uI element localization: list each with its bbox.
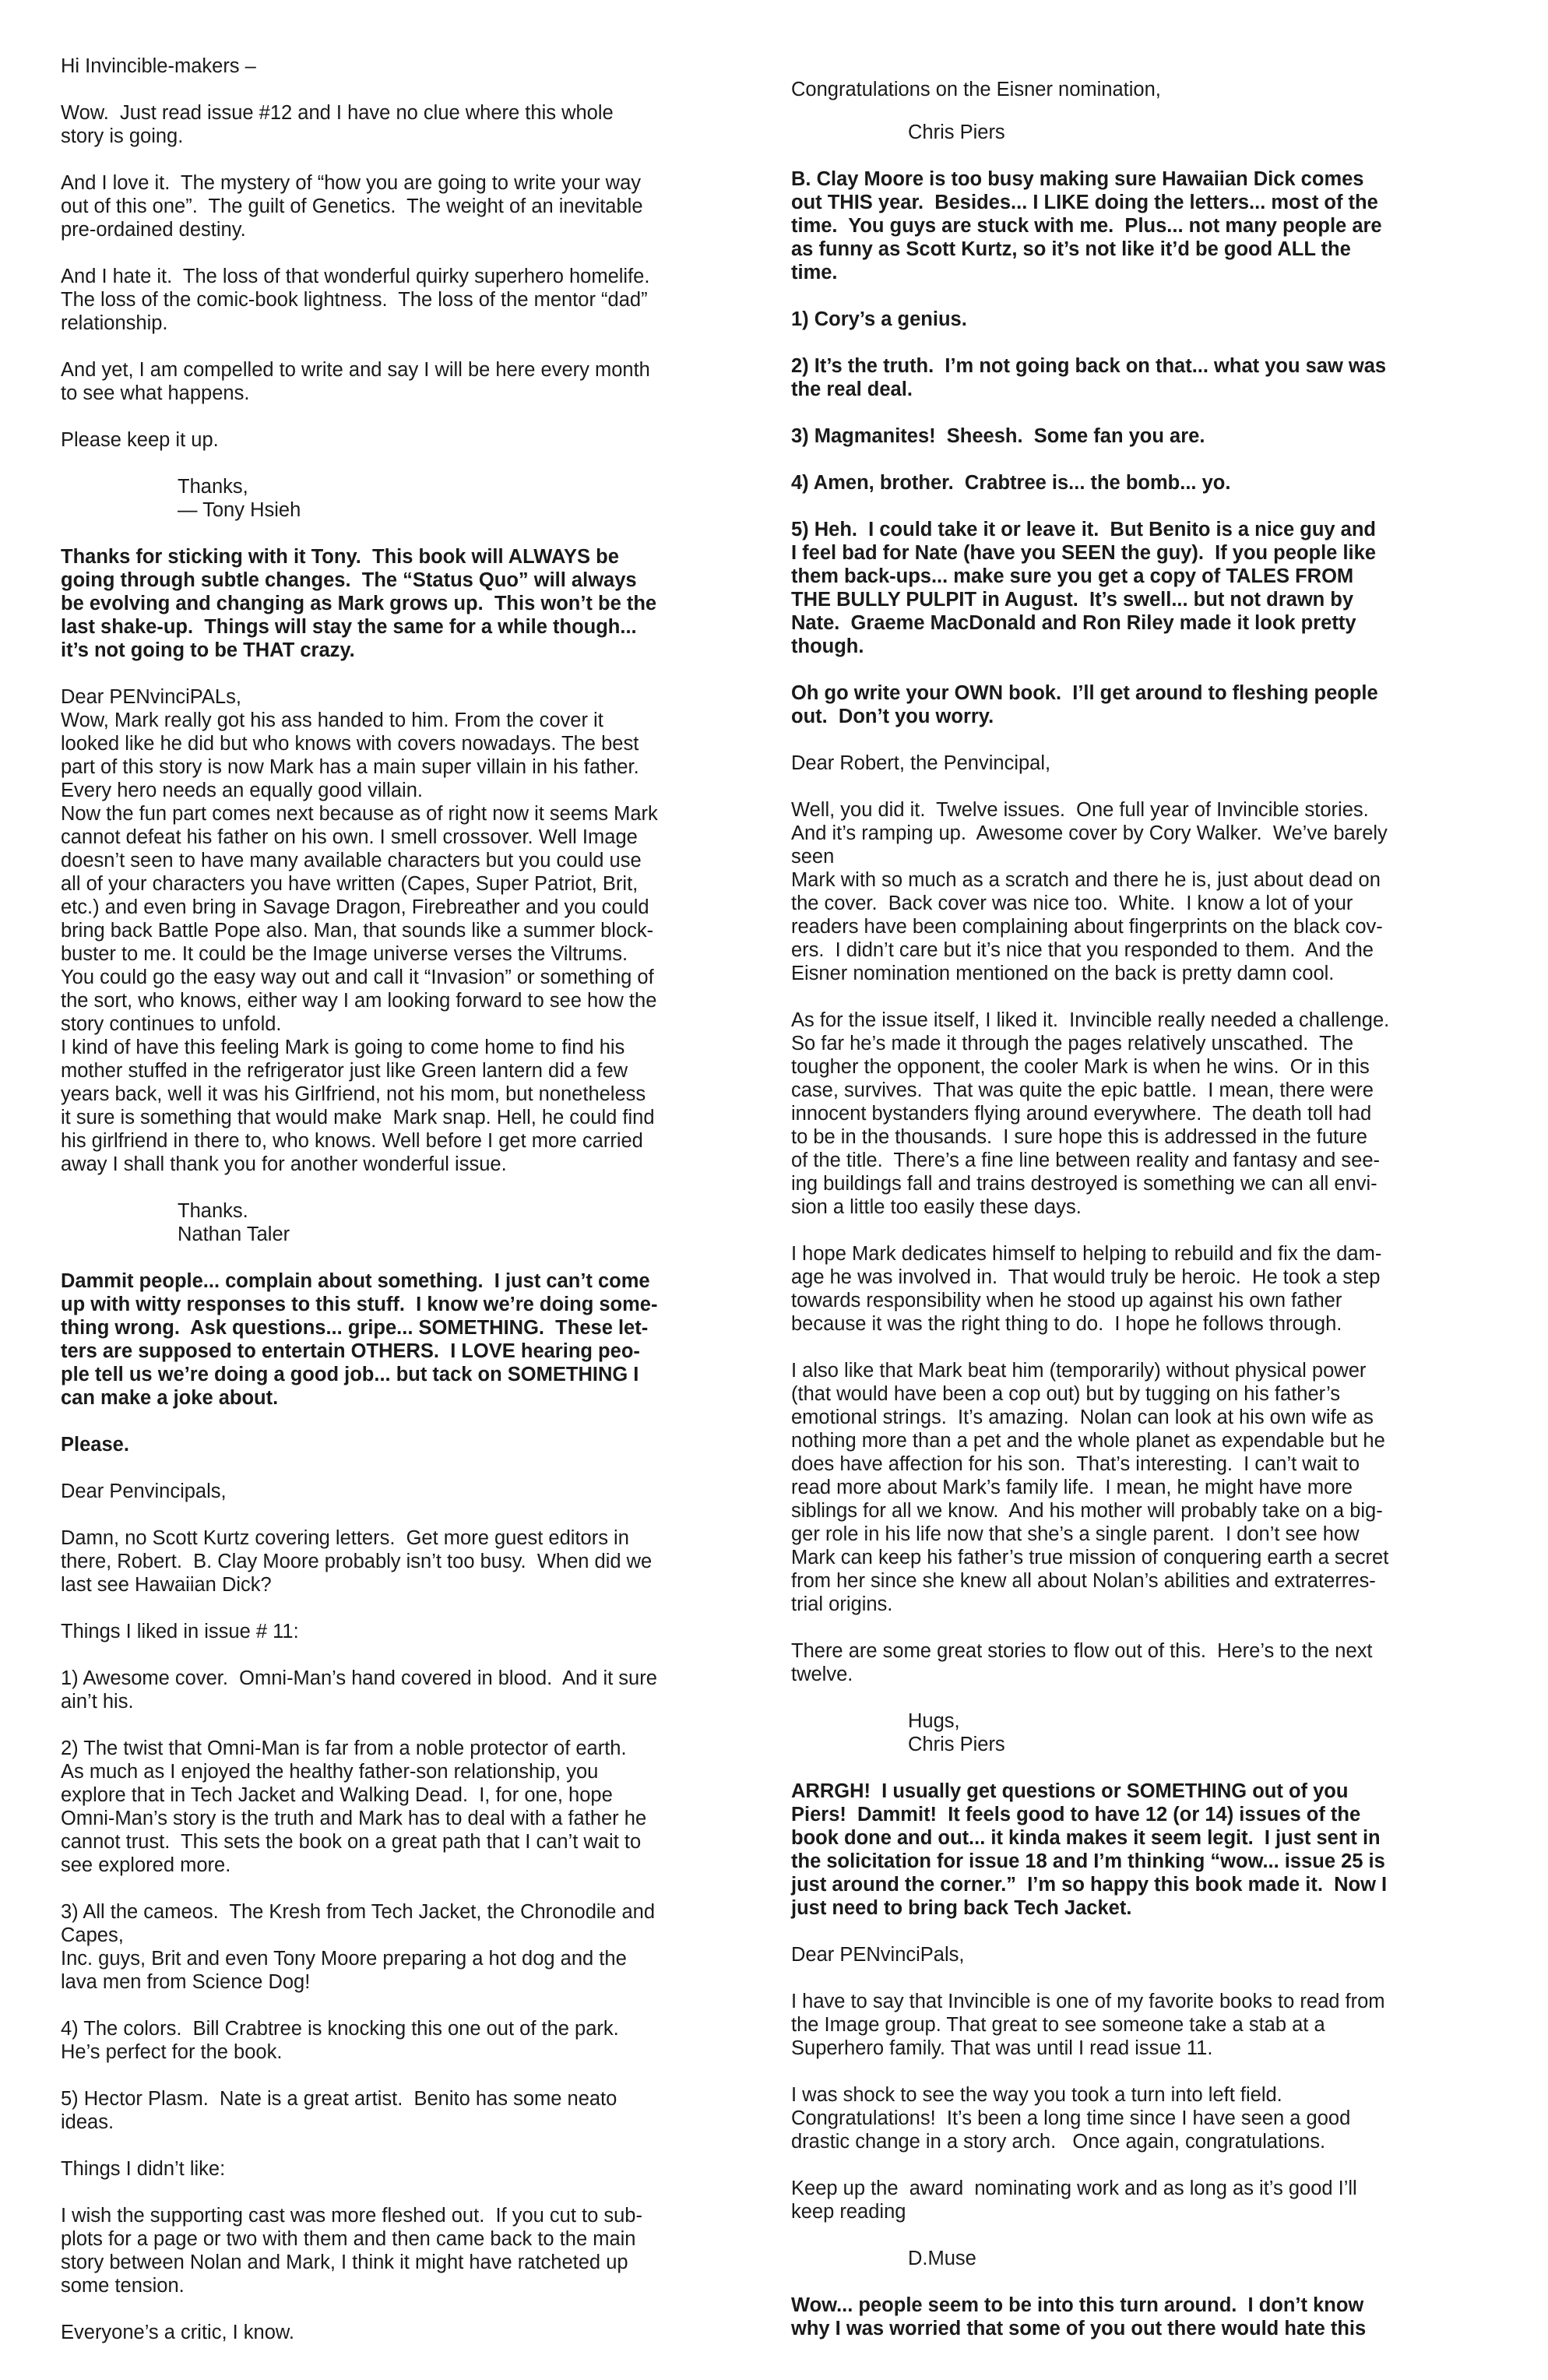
letter-paragraph: Dear PENvinciPALs, Wow, Mark really got his ass handed to him. From the cover it looked like he did but who knows with covers nowadays. The best part of this story is now Mark has a main super villain in his father. Every hero needs an equally good villain. Now the fun part comes next because as of right now it seems Mark cannot defeat his father on his own. I smell crossover. Well Image doesn’t seen to have many available characters but you could use all of your characters you have written (Capes, Super Patriot, Brit, etc.) and even bring in Savage Dragon, Firebreather and you could bring back Battle Pope also. Man, that sounds like a summer block- buster to me. It could be the Image universe verses the Viltrums. You could go the easy way out and call it “Invasion” or something of the sort, who knows, either way I am looking forward to see how the story continues to unfold. I kind of have this feeling Mark is going to come home to find his mother stuffed in the refrigerator just like Green lantern did a few years back, well it was his Girlfriend, not his mom, but nonetheless it sure is something that would make Mark snap. Hell, he could find his girlfriend in there to, who knows. Well before I get more carried away I shall thank you for another wonderful issue.: [61, 686, 658, 1175]
letter-paragraph: Dear PENvinciPals,: [791, 1944, 965, 1966]
letter-paragraph: And yet, I am compelled to write and say I will be here every month to see what happens.: [61, 359, 650, 404]
letter-paragraph: And I love it. The mystery of “how you are going to write your way out of this one”. The guilt of Genetics. The weight of an inevitable pre-ordained destiny.: [61, 172, 643, 241]
editor-reply: 5) Heh. I could take it or leave it. But Benito is a nice guy and I feel bad for Nate (have you SEEN the guy). If you people like them back-ups... make sure you get a copy of TALES FROM THE BULLY PULPIT in August. It’s swell... but not drawn by Nate. Graeme MacDonald and Ron Riley made it look pretty though.: [791, 519, 1376, 657]
letter-paragraph: And I hate it. The loss of that wonderful quirky superhero homelife. The loss of the comic-book lightness. The loss of the mentor “dad” relationship.: [61, 266, 650, 334]
letter-paragraph: Hi Invincible-makers –: [61, 55, 256, 77]
editor-reply: 3) Magmanites! Sheesh. Some fan you are.: [791, 425, 1205, 447]
letter-paragraph: 2) The twist that Omni-Man is far from a noble protector of earth. As much as I enjoyed the healthy father-son relationship, you explore that in Tech Jacket and Walking Dead. I, for one, hope Omni-Man’s story is the truth and Mark has to deal with a father he cannot trust. This sets the book on a great path that I can’t wait to see explored more.: [61, 1737, 647, 1876]
editor-reply: 2) It’s the truth. I’m not going back on that... what you saw was the real deal.: [791, 355, 1387, 400]
letter-paragraph: Keep up the award nominating work and as long as it’s good I’ll keep reading: [791, 2178, 1357, 2223]
letter-paragraph: 4) The colors. Bill Crabtree is knocking this one out of the park. He’s perfect for the book.: [61, 2018, 619, 2063]
letter-paragraph: As for the issue itself, I liked it. Invincible really needed a challenge. So far he’s made it through the pages relatively unscathed. The tougher the opponent, the cooler Mark is when he wins. Or in this case, survives. That was quite the epic battle. I mean, there were innocent bystanders flying around everywhere. The death toll had to be in the thousands. I sure hope this is addressed in the future of the title. There’s a fine line between reality and fantasy and see- ing buildings fall and trains destroyed is something we can all envi- sion a little too easily these days.: [791, 1009, 1390, 1218]
editor-reply: Oh go write your OWN book. I’ll get around to fleshing people out. Don’t you worry.: [791, 682, 1378, 727]
letter-paragraph: I wish the supporting cast was more fleshed out. If you cut to sub- plots for a page or two with them and then came back to the main story between Nolan and Mark, I think it might have ratcheted up some tension.: [61, 2205, 642, 2297]
editor-reply: Please.: [61, 1434, 129, 1456]
letter-paragraph: Please keep it up.: [61, 429, 219, 451]
letter-paragraph: I hope Mark dedicates himself to helping to rebuild and fix the dam- age he was involved in. That would truly be heroic. He took a step towards responsibility when he stood up against his own father because it was the right thing to do. I hope he follows through.: [791, 1243, 1382, 1335]
letter-paragraph: Congratulations on the Eisner nomination,: [791, 79, 1161, 100]
editor-reply: Wow... people seem to be into this turn around. I don’t know why I was worried that some of you out there would hate this: [791, 2294, 1367, 2340]
editor-reply: Thanks for sticking with it Tony. This book will ALWAYS be going through subtle changes. The “Status Quo” will always be evolving and changing as Mark grows up. This won’t be the last shake-up. Things will stay the same for a while though... it’s not going to be THAT crazy.: [61, 546, 657, 661]
letter-paragraph: 3) All the cameos. The Kresh from Tech Jacket, the Chronodile and Capes, Inc. guys, Brit and even Tony Moore preparing a hot dog and the lava men from Science Dog!: [61, 1901, 656, 1993]
letter-paragraph: I have to say that Invincible is one of my favorite books to read from the Image group. That great to see someone take a stab at a Superhero family. That was until I read issue 11.: [791, 1991, 1385, 2059]
letter-paragraph: Things I liked in issue # 11:: [61, 1621, 299, 1642]
letter-paragraph: 5) Hector Plasm. Nate is a great artist. Benito has some neato ideas.: [61, 2088, 617, 2133]
letter-paragraph: Well, you did it. Twelve issues. One full year of Invincible stories. And it’s ramping up. Awesome cover by Cory Walker. We’ve barely seen Mark with so much as a scratch and there he is, just about dead on the cover. Back cover was nice too. White. I know a lot of your readers have been complaining about fingerprints on the black cov- ers. I didn’t care but it’s nice that you responded to them. And the Eisner nomination mentioned on the back is pretty damn cool.: [791, 799, 1388, 984]
letter-signature: Chris Piers: [908, 121, 1005, 143]
editor-reply: ARRGH! I usually get questions or SOMETHING out of you Piers! Dammit! It feels good to have 12 (or 14) issues of the book done and out... it kinda makes it seem legit. I just sent in the solicitation for issue 18 and I’m thinking “wow... issue 25 is just around the corner.” I’m so happy this book made it. Now I just need to bring back Tech Jacket.: [791, 1780, 1388, 1919]
letter-signature: Thanks. Nathan Taler: [178, 1200, 290, 1245]
letter-paragraph: Damn, no Scott Kurtz covering letters. Get more guest editors in there, Robert. B. Clay Moore probably isn’t too busy. When did we last see Hawaiian Dick?: [61, 1527, 653, 1596]
letter-paragraph: I was shock to see the way you took a turn into left field. Congratulations! It’s been a long time since I have seen a good drastic change in a story arch. Once again, congratulations.: [791, 2084, 1351, 2153]
editor-reply: Dammit people... complain about something. I just can’t come up with witty responses to this stuff. I know we’re doing some- thing wrong. Ask questions... gripe... SOMETHING. These let- ters are supposed to entertain OTHERS. I LOVE hearing peo- ple tell us we’re doing a good job... but tack on SOMETHING I can make a joke about.: [61, 1270, 658, 1409]
letter-paragraph: Dear Penvincipals,: [61, 1480, 227, 1502]
editor-reply: 1) Cory’s a genius.: [791, 308, 967, 330]
letter-paragraph: 1) Awesome cover. Omni-Man’s hand covered in blood. And it sure ain’t his.: [61, 1667, 657, 1713]
letter-paragraph: I also like that Mark beat him (temporarily) without physical power (that would have been a cop out) but by tugging on his father’s emotional strings. It’s amazing. Nolan can look at his own wife as nothing more than a pet and the whole planet as expendable but he does have affection for his son. That’s interesting. I can’t wait to read more about Mark’s family life. I mean, he might have more siblings for all we know. And his mother will probably take on a big- ger role in his life now that she’s a single parent. I don’t see how Mark can keep his father’s true mission of conquering earth a secret from her since she knew all about Nolan’s abilities and extraterres- trial origins.: [791, 1360, 1389, 1615]
letter-signature: Thanks, — Tony Hsieh: [178, 476, 301, 521]
right-column: [791, 78, 1498, 2364]
editor-reply: B. Clay Moore is too busy making sure Hawaiian Dick comes out THIS year. Besides... I LIKE doing the letters... most of the time. You guys are stuck with me. Plus... not many people are as funny as Scott Kurtz, so it’s not like it’d be good ALL the time.: [791, 168, 1382, 283]
letter-paragraph: There are some great stories to flow out of this. Here’s to the next twelve.: [791, 1640, 1373, 1685]
editor-reply: 4) Amen, brother. Crabtree is... the bomb... yo.: [791, 472, 1231, 494]
left-column: [61, 55, 762, 2368]
letter-signature: D.Muse: [908, 2248, 976, 2269]
letter-paragraph: Things I didn’t like:: [61, 2158, 226, 2180]
letter-signature: Hugs, Chris Piers: [908, 1710, 1005, 1755]
letter-paragraph: Wow. Just read issue #12 and I have no clue where this whole story is going.: [61, 102, 614, 147]
letter-paragraph: Everyone’s a critic, I know.: [61, 2322, 294, 2343]
letter-paragraph: Dear Robert, the Penvincipal,: [791, 752, 1051, 774]
